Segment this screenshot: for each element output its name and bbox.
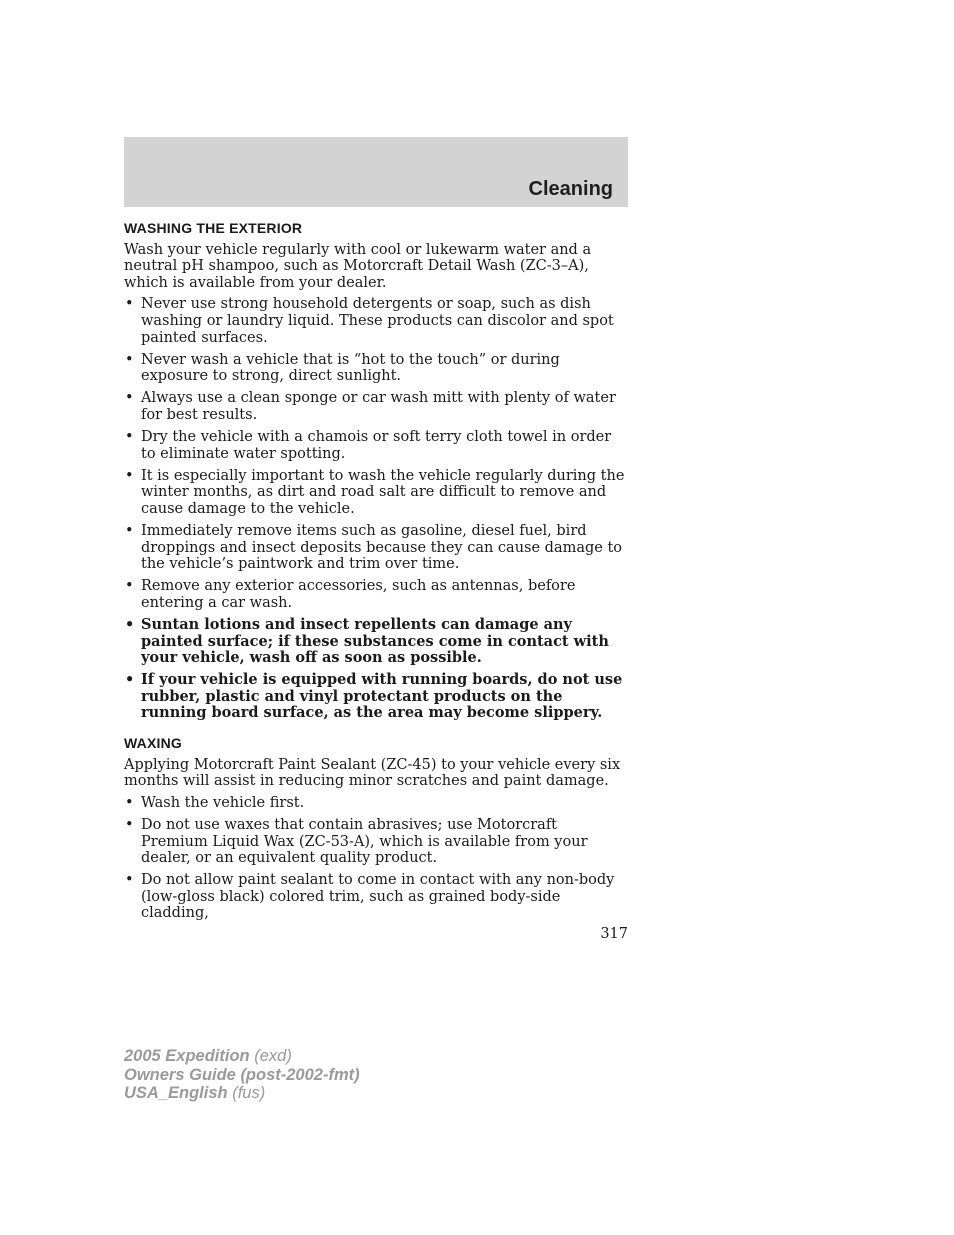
warning-list-item: • Suntan lotions and insect repellents can damage any painted surface; if these substances come in contact with your vehicle, wash off as soon as possible.: [124, 617, 628, 667]
section-header-band: [124, 137, 628, 207]
footer-line-language: [124, 1084, 360, 1103]
footer-line-model: [124, 1047, 360, 1066]
list-item: • Always use a clean sponge or car wash mitt with plenty of water for best results.: [124, 390, 628, 423]
list-item: • Do not allow paint sealant to come in contact with any non-body (low-gloss black) colored trim, such as grained body-side cladding,: [124, 872, 628, 922]
washing-intro: Wash your vehicle regularly with cool or lukewarm water and a neutral pH shampoo, such as Motorcraft Detail Wash (ZC-3–A), which is available from your dealer.: [124, 241, 592, 291]
list-item: • Never wash a vehicle that is “hot to the touch” or during exposure to strong, direct sunlight.: [124, 352, 628, 385]
list-item: • Dry the vehicle with a chamois or soft terry cloth towel in order to eliminate water spotting.: [124, 429, 628, 462]
list-item: • Do not use waxes that contain abrasives; use Motorcraft Premium Liquid Wax (ZC-53-A), which is available from your dealer, or an equivalent quality product.: [124, 817, 628, 867]
heading-washing-exterior: WASHING THE EXTERIOR: [124, 220, 303, 236]
heading-waxing: WAXING: [124, 735, 182, 752]
section-title: Cleaning: [528, 178, 613, 200]
page-number: 317: [600, 926, 628, 942]
waxing-bullet-list: [124, 795, 628, 922]
footer-language-code: (fus): [227, 1084, 266, 1102]
footer-model-name: 2005 Expedition: [124, 1047, 250, 1065]
list-item: • Immediately remove items such as gasoline, diesel fuel, bird droppings and insect deposits because they can cause damage to the vehicle’s paintwork and trim over time.: [124, 523, 628, 573]
list-item: • It is especially important to wash the vehicle regularly during the winter months, as dirt and road salt are difficult to remove and cause damage to the vehicle.: [124, 468, 628, 518]
footer-language-name: USA_English: [124, 1084, 228, 1102]
page-content: [124, 220, 628, 927]
warning-list-item: • If your vehicle is equipped with running boards, do not use rubber, plastic and vinyl protectant products on the running board surface, as the area may become slippery.: [124, 672, 628, 722]
washing-bullet-list: [124, 296, 628, 722]
list-item: • Wash the vehicle first.: [124, 795, 628, 812]
list-item: • Remove any exterior accessories, such as antennas, before entering a car wash.: [124, 578, 628, 611]
document-footer: [124, 1047, 360, 1103]
list-item: • Never use strong household detergents or soap, such as dish washing or laundry liquid. These products can discolor and spot painted surfaces.: [124, 296, 628, 346]
waxing-intro: Applying Motorcraft Paint Sealant (ZC-45) to your vehicle every six months will assist in reducing minor scratches and paint damage.: [124, 756, 621, 790]
footer-line-guide: Owners Guide (post-2002-fmt): [124, 1065, 360, 1084]
footer-model-code: (exd): [249, 1047, 292, 1065]
